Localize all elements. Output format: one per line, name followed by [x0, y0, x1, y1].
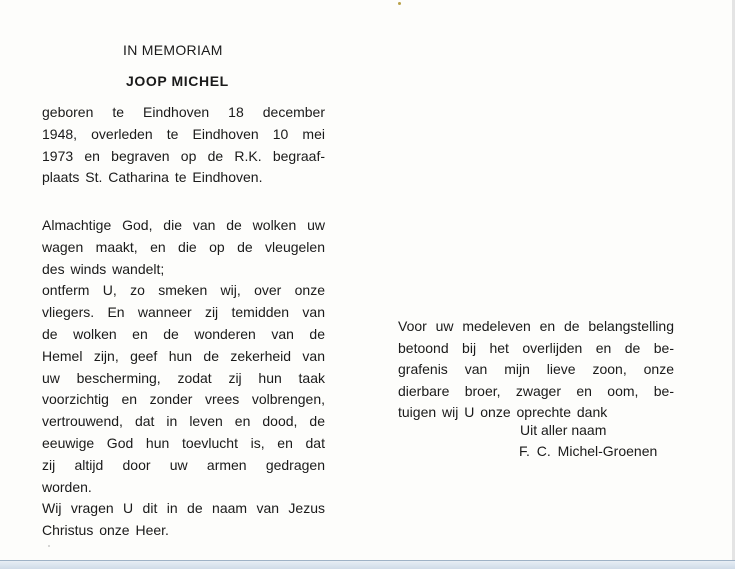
prayer-line: voorzichtig en zonder vrees volbrengen, [42, 391, 325, 408]
prayer-line: uw bescherming, zodat zij hun taak [42, 369, 325, 386]
prayer-line: worden. [42, 478, 92, 495]
bio-line: 1948, overleden te Eindhoven 10 mei [42, 125, 325, 142]
biography-paragraph [42, 102, 325, 189]
prayer-line: vertrouwend, dat in leven en dood, de [42, 413, 325, 430]
closing-line: Uit aller naam [520, 422, 607, 438]
prayer-line: zij altijd door uw armen gedragen [42, 456, 325, 473]
bio-line: geboren te Eindhoven 18 december [42, 104, 325, 120]
prayer-paragraph [42, 215, 325, 542]
bio-line: plaats St. Catharina te Eindhoven. [42, 169, 263, 186]
paper-speck [48, 545, 50, 547]
paper-speck [398, 2, 401, 5]
closing-block [520, 420, 657, 462]
prayer-line: Wij vragen U dit in de naam van Jezus [42, 500, 325, 517]
prayer-line: Hemel zijn, geef hun de zekerheid van [42, 347, 325, 364]
thanks-line: betoond bij het overlijden en de be- [398, 339, 674, 356]
card-heading: IN MEMORIAM [123, 42, 223, 58]
prayer-line: Christus onze Heer. [42, 522, 169, 539]
prayer-line: de wolken en de wonderen van de [42, 325, 325, 342]
thanks-line: tuigen wij U onze oprechte dank [398, 404, 608, 420]
bio-line: 1973 en begraven op de R.K. begraaf- [42, 147, 325, 164]
prayer-line: des winds wandelt; [42, 260, 165, 277]
thanks-line: dierbare broer, zwager en oom, be- [398, 382, 674, 399]
prayer-line: vliegers. En wanneer zij temidden van [42, 304, 325, 321]
prayer-line: eeuwige God hun toevlucht is, en dat [42, 434, 325, 451]
deceased-name: JOOP MICHEL [126, 73, 229, 89]
signature: F. C. Michel-Groenen [519, 443, 658, 459]
thanks-paragraph [398, 316, 674, 424]
thanks-line: Voor uw medeleven en de belangstelling [398, 318, 674, 334]
prayer-line: Almachtige God, die van de wolken uw [42, 217, 325, 233]
prayer-line: wagen maakt, en die op de vleugelen [42, 238, 325, 255]
prayer-line: ontferm U, zo smeken wij, over onze [42, 282, 325, 299]
thanks-line: grafenis van mijn lieve zoon, onze [398, 361, 674, 377]
